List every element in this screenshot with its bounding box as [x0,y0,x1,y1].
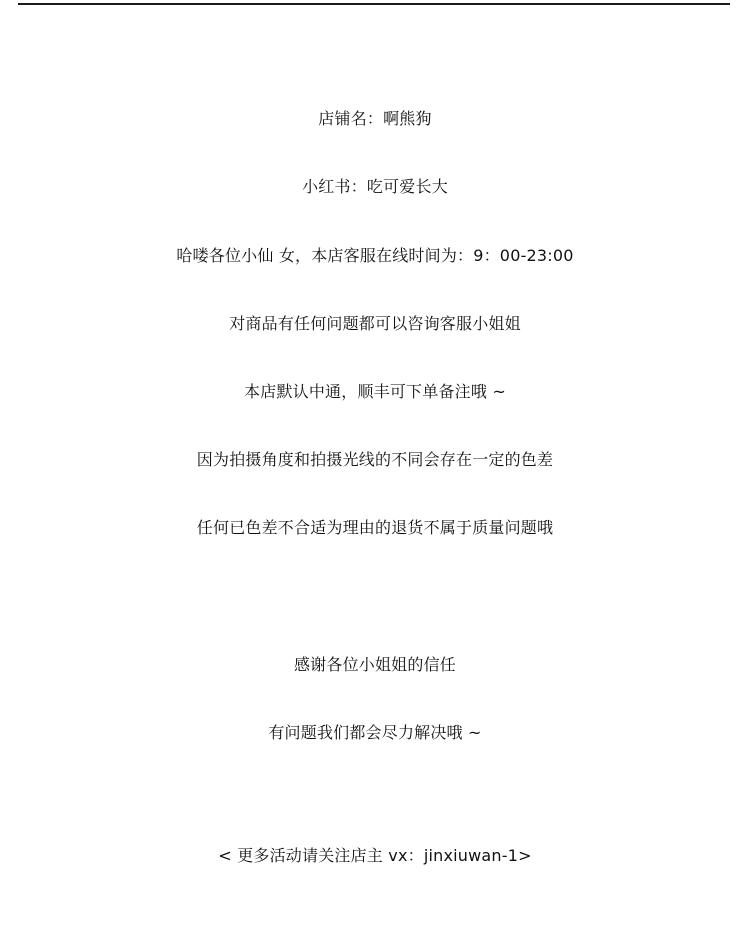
color-difference-line: 因为拍摄角度和拍摄光线的不同会存在一定的色差 [196,450,554,469]
xiaohongshu-line: 小红书：吃可爱长大 [302,177,448,196]
return-policy-line: 任何已色差不合适为理由的退货不属于质量问题哦 [196,518,554,537]
shop-name-line: 店铺名：啊熊狗 [318,109,432,128]
service-hours-line: 哈喽各位小仙 女，本店客服在线时间为：9：00-23:00 [176,246,574,265]
top-divider [18,3,730,5]
shipping-line: 本店默认中通，顺丰可下单备注哦 ~ [244,382,506,401]
thanks-line: 感谢各位小姐姐的信任 [293,655,456,674]
contact-line: < 更多活动请关注店主 vx：jinxiuwan-1> [218,846,532,865]
support-line: 有问题我们都会尽力解决哦 ~ [268,723,482,742]
consult-line: 对商品有任何问题都可以咨询客服小姐姐 [229,314,521,333]
